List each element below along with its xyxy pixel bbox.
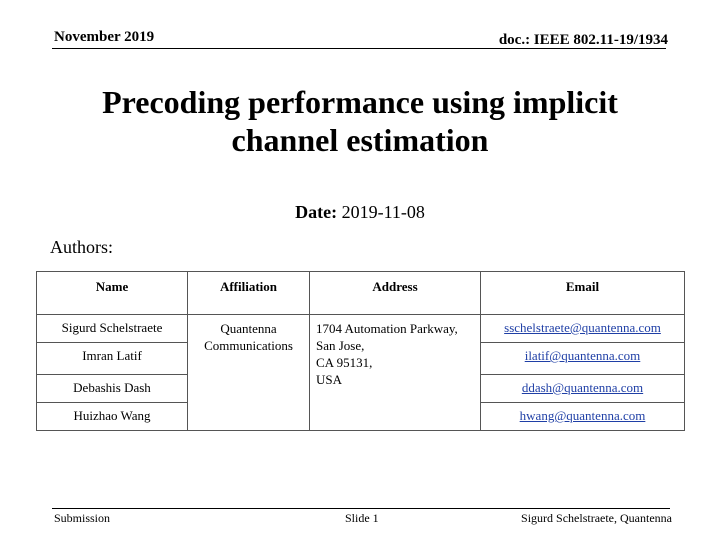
address-line: 1704 Automation Parkway, xyxy=(316,321,458,336)
author-name: Huizhao Wang xyxy=(37,403,188,431)
authors-label: Authors: xyxy=(50,237,113,257)
column-header-address: Address xyxy=(310,272,481,315)
title-line-2: channel estimation xyxy=(231,122,489,158)
slide-title xyxy=(60,83,660,159)
address-line: USA xyxy=(316,372,343,387)
email-cell xyxy=(481,343,685,375)
author-name: Imran Latif xyxy=(37,343,188,375)
header-date: November 2019 xyxy=(54,29,155,45)
affiliation-cell xyxy=(188,315,310,431)
address-line: CA 95131, xyxy=(316,355,373,370)
email-link[interactable]: ilatif@quantenna.com xyxy=(524,348,641,363)
affiliation-line: Communications xyxy=(204,338,293,353)
email-cell xyxy=(481,375,685,403)
date-value: 2019-11-08 xyxy=(341,202,425,222)
header-doc-id: doc.: IEEE 802.11-19/1934 xyxy=(498,32,668,48)
date-label: Date: xyxy=(295,202,338,222)
title-line-1: Precoding performance using implicit xyxy=(102,84,618,120)
column-header-affiliation: Affiliation xyxy=(188,272,310,315)
date-line xyxy=(0,202,720,223)
email-cell xyxy=(481,315,685,343)
column-header-name: Name xyxy=(37,272,188,315)
footer-divider xyxy=(52,508,670,509)
column-header-email: Email xyxy=(481,272,685,315)
email-link[interactable]: hwang@quantenna.com xyxy=(519,408,646,423)
table-header-row xyxy=(37,272,685,315)
author-name: Sigurd Schelstraete xyxy=(37,315,188,343)
affiliation-line: Quantenna xyxy=(220,321,277,336)
table-row xyxy=(37,315,685,343)
authors-table xyxy=(36,271,685,431)
header-divider xyxy=(52,48,666,49)
footer-slide-number: Slide 1 xyxy=(345,511,379,525)
address-cell xyxy=(310,315,481,431)
email-link[interactable]: sschelstraete@quantenna.com xyxy=(504,320,661,335)
author-name: Debashis Dash xyxy=(37,375,188,403)
email-cell xyxy=(481,403,685,431)
email-link[interactable]: ddash@quantenna.com xyxy=(521,380,644,395)
footer-submission: Submission xyxy=(54,511,111,525)
address-line: San Jose, xyxy=(316,338,365,353)
footer-author: Sigurd Schelstraete, Quantenna xyxy=(521,511,672,525)
